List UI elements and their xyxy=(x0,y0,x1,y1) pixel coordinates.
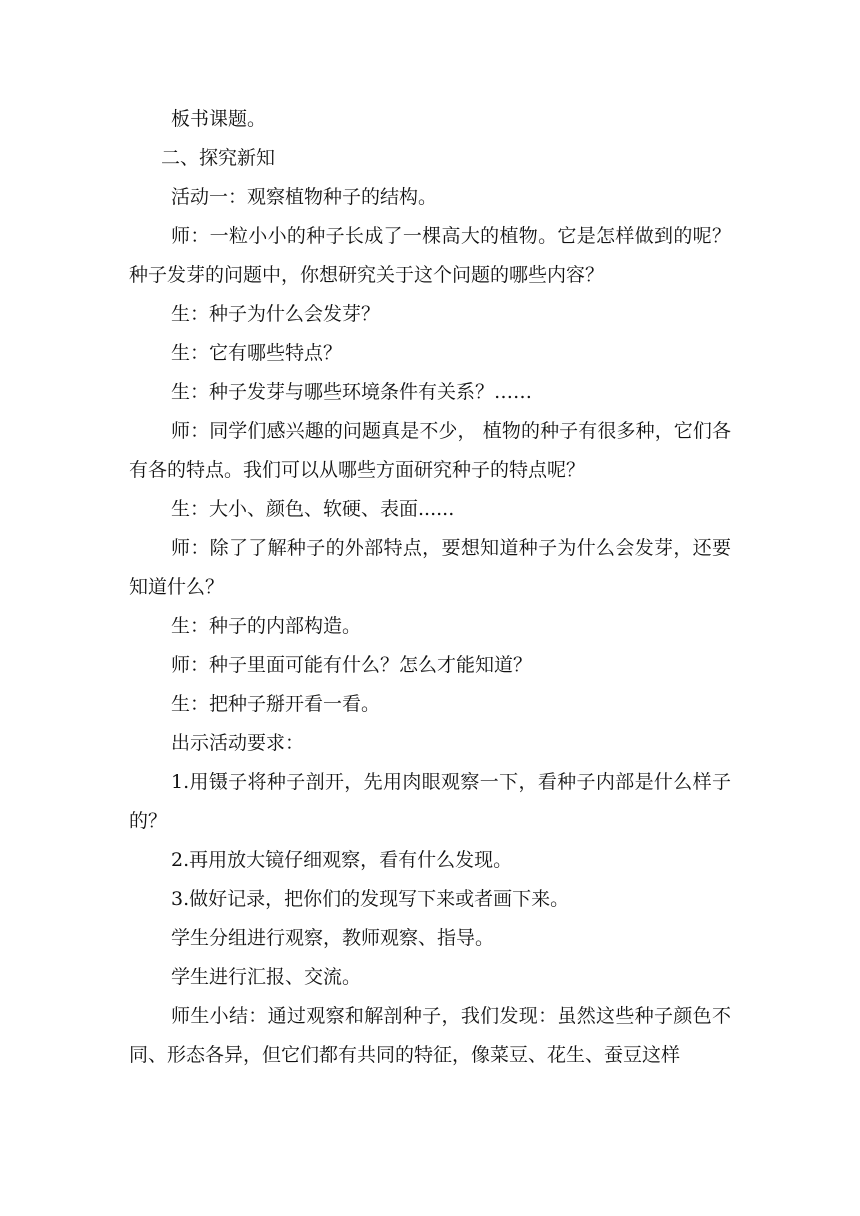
teacher-question-seed-growth: 师：一粒小小的种子长成了一棵高大的植物。它是怎样做到的呢？种子发芽的问题中，你想研究关于这个问题的哪些内容？ xyxy=(129,225,731,286)
activity-one-heading: 活动一：观察植物种子的结构。 xyxy=(171,186,438,208)
section-heading-explore: 二、探究新知 xyxy=(161,147,276,169)
student-answer-why-sprout: 生：种子为什么会发芽？ xyxy=(171,303,381,325)
teacher-question-internal: 师：除了了解种子的外部特点，要想知道种子为什么会发芽，还要知道什么？ xyxy=(129,537,731,598)
student-report-note: 学生进行汇报、交流。 xyxy=(171,966,362,988)
student-answer-break-open: 生：把种子掰开看一看。 xyxy=(171,693,381,715)
teacher-question-inside-seed: 师：种子里面可能有什么？怎么才能知道？ xyxy=(171,654,533,676)
requirement-item-3: 3.做好记录，把你们的发现写下来或者画下来。 xyxy=(171,888,570,910)
activity-requirements-heading: 出示活动要求： xyxy=(171,732,305,754)
student-answer-internal-structure: 生：种子的内部构造。 xyxy=(171,615,362,637)
group-observation-note: 学生分组进行观察，教师观察、指导。 xyxy=(171,927,495,949)
student-answer-aspects: 生：大小、颜色、软硬、表面...... xyxy=(171,498,455,520)
student-answer-features: 生：它有哪些特点？ xyxy=(171,342,343,364)
document-body xyxy=(129,100,731,1075)
student-answer-environment: 生：种子发芽与哪些环境条件有关系？…… xyxy=(171,381,533,403)
teacher-question-seed-features: 师：同学们感兴趣的问题真是不少， 植物的种子有很多种，它们各有各的特点。我们可以从哪些方面研究种子的特点呢？ xyxy=(129,420,731,481)
requirement-item-1: 1.用镊子将种子剖开，先用肉眼观察一下，看种子内部是什么样子的？ xyxy=(129,771,731,832)
requirement-item-2: 2.再用放大镜仔细观察，看有什么发现。 xyxy=(171,849,513,871)
summary-paragraph: 师生小结：通过观察和解剖种子，我们发现：虽然这些种子颜色不同、形态各异，但它们都有共同的特征，像菜豆、花生、蚕豆这样 xyxy=(129,1005,731,1066)
paragraph-board-title: 板书课题。 xyxy=(171,108,267,130)
